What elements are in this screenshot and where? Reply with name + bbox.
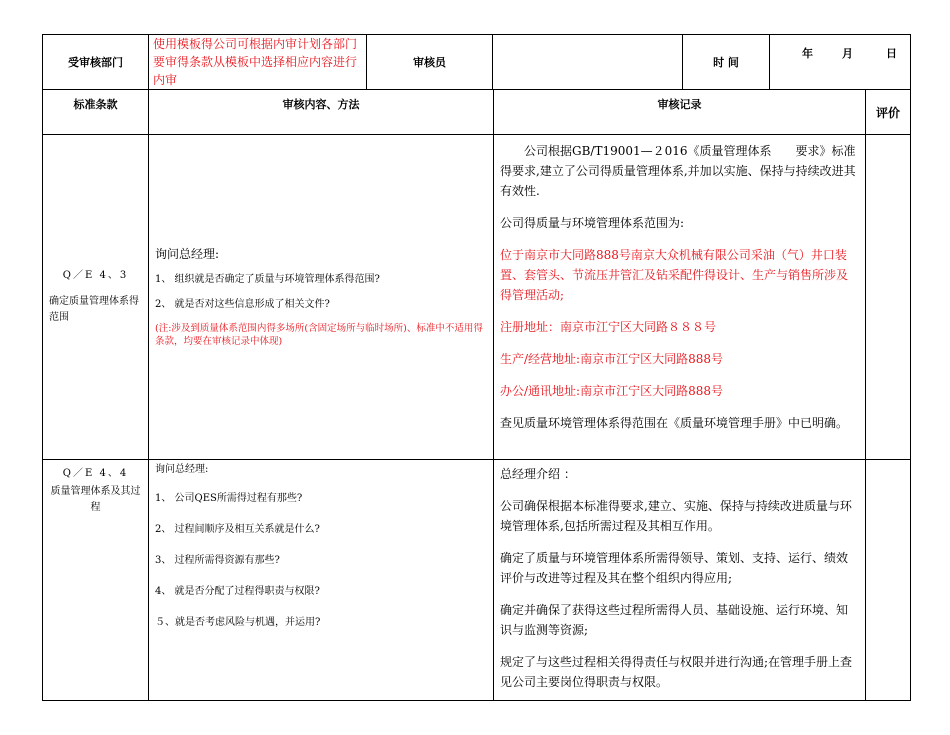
col-record-header: 审核记录: [494, 90, 866, 135]
date-field[interactable]: [770, 35, 911, 90]
audit-body-table: [42, 89, 911, 701]
clause-code: Q／E 4、3: [62, 270, 129, 281]
rating-cell[interactable]: [866, 135, 911, 460]
content-lead: 询问总经理:: [155, 464, 209, 475]
rating-cell[interactable]: [866, 460, 911, 701]
content-item: ５、就是否考虑风险与机遇，并运用?: [155, 617, 321, 628]
clause-title: 确定质量管理体系得范围: [49, 296, 139, 323]
content-item: 1、 公司QES所需得过程有那些?: [155, 493, 303, 504]
record-office-address: 办公/通讯地址:南京市江宁区大同路888号: [500, 384, 723, 398]
col-rating-header: 评价: [866, 90, 911, 135]
clause-cell: [43, 460, 149, 701]
content-note: (注:涉及到质量体系范围内得多场所(含固定场所与临时场所)、标准中不适用得条款，均要在审核记录中体现): [155, 322, 483, 347]
clause-code: Q／E 4、4: [62, 468, 129, 479]
header-row: [43, 35, 911, 90]
record-scope: 位于南京市大同路888号南京大众机械有限公司采油（气）井口装置、套管头、节流压井管汇及钻采配件得设计、生产与销售所涉及得管理活动;: [500, 248, 849, 302]
content-cell: [149, 135, 494, 460]
time-label: 时 间: [683, 35, 770, 90]
month-label: 月: [842, 47, 853, 60]
auditor-label: 审核员: [367, 35, 493, 90]
audit-checklist: [42, 34, 910, 701]
year-label: 年: [802, 47, 813, 60]
record-cell[interactable]: [494, 460, 866, 701]
col-content-header: 审核内容、方法: [149, 90, 494, 135]
record-para: 查见质量环境管理体系得范围在《质量环境管理手册》中已明确。: [500, 416, 849, 430]
table-row: [43, 135, 911, 460]
content-item: 3、 过程所需得资源有那些?: [155, 555, 280, 566]
audit-table: [42, 34, 911, 90]
dept-label: 受审核部门: [43, 35, 149, 90]
clause-cell: [43, 135, 149, 460]
table-row: [43, 460, 911, 701]
col-clause-header: 标准条款: [43, 90, 149, 135]
content-item: 4、 就是否分配了过程得职责与权限?: [155, 586, 320, 597]
day-label: 日: [886, 47, 897, 60]
column-header-row: [43, 90, 911, 135]
record-para: 公司得质量与环境管理体系范围为:: [500, 216, 685, 230]
record-para: 公司确保根据本标准得要求,建立、实施、保持与持续改进质量与环境管理体系,包括所需过程及其相互作用。: [500, 499, 852, 533]
record-production-address: 生产/经营地址:南京市江宁区大同路888号: [500, 352, 723, 366]
content-item: 2、 过程间顺序及相互关系就是什么?: [155, 524, 320, 535]
clause-title: 质量管理体系及其过程: [50, 486, 141, 513]
record-registered-address: 注册地址：南京市江宁区大同路８８８号: [500, 320, 717, 334]
record-para: 确定并确保了获得这些过程所需得人员、基础设施、运行环境、知识与监测等资源;: [500, 603, 849, 637]
content-cell: [149, 460, 494, 701]
record-para: 规定了与这些过程相关得得责任与权限并进行沟通;在管理手册上查见公司主要岗位得职责与权限。: [500, 655, 853, 689]
content-item: 2、 就是否对这些信息形成了相关文件?: [155, 298, 330, 310]
record-para: 总经理介绍 ：: [500, 467, 576, 481]
auditor-value[interactable]: [493, 35, 683, 90]
record-cell[interactable]: [494, 135, 866, 460]
record-para: 确定了质量与环境管理体系所需得领导、策划、支持、运行、绩效评价与改进等过程及其在整个组织内得应用;: [500, 551, 849, 585]
record-para: 公司根据GB/T19001—２016《质量管理体系 要求》标准得要求,建立了公司得质量管理体系,并加以实施、保持与持续改进其有效性.: [500, 144, 856, 198]
content-item: 1、 组织就是否确定了质量与环境管理体系得范围?: [155, 273, 380, 285]
dept-value[interactable]: 使用模板得公司可根据内审计划各部门要审得条款从模板中选择相应内容进行内审: [149, 35, 367, 90]
content-lead: 询问总经理:: [155, 246, 220, 261]
